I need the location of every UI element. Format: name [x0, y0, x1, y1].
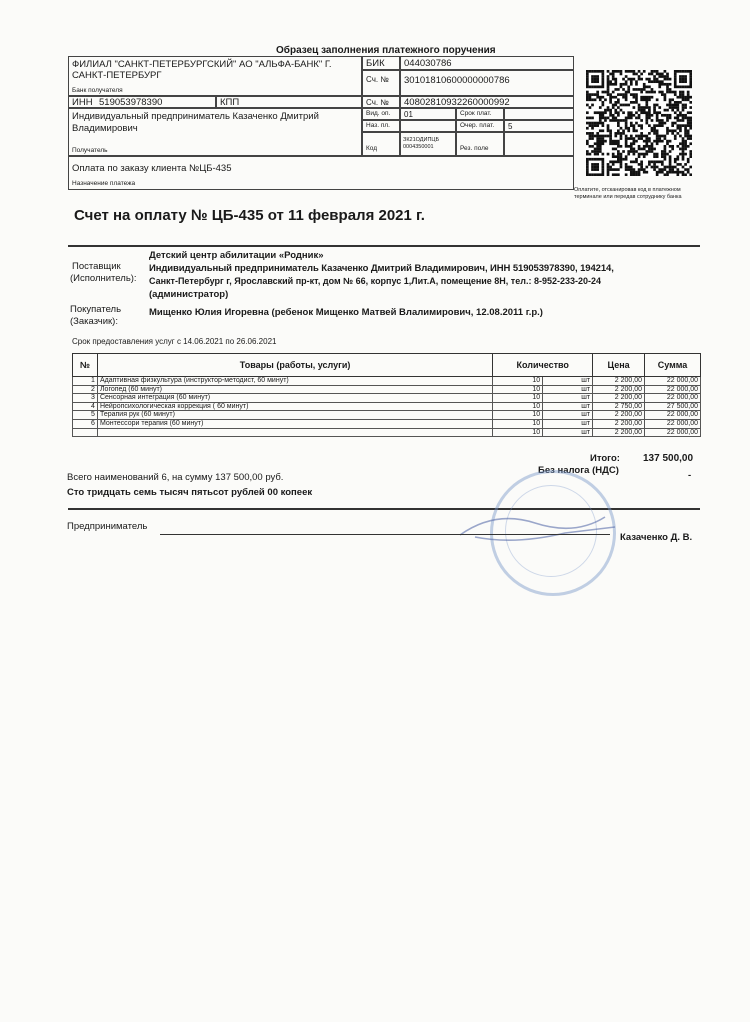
table-row [73, 411, 701, 420]
table-header-row [73, 354, 701, 377]
ocher-label: Очер. плат. [460, 122, 495, 129]
row-name [97, 428, 492, 437]
row-number: 3 [73, 394, 98, 403]
buyer-label-2: (Заказчик): [70, 316, 118, 327]
signer-name: Казаченко Д. В. [620, 532, 693, 543]
row-sum: 22 000,00 [645, 385, 701, 394]
col-number: № [73, 354, 98, 377]
table-row [73, 428, 701, 437]
row-number: 2 [73, 385, 98, 394]
signer-label: Предприниматель [67, 521, 148, 532]
row-sum: 22 000,00 [645, 428, 701, 437]
table-row [73, 385, 701, 394]
nds-value: - [688, 470, 692, 481]
row-name: Сенсорная интеграция (60 минут) [97, 394, 492, 403]
signature-icon [455, 505, 625, 550]
col-price: Цена [593, 354, 645, 377]
table-row [73, 394, 701, 403]
kpp-label: КПП [220, 97, 240, 108]
vid-value: 01 [404, 110, 413, 119]
buyer-text: Мищенко Юлия Игоревна (ребенок Мищенко Матвей Влалимирович, 12.08.2011 г.р.) [149, 307, 543, 318]
itogo-label: Итого: [590, 453, 620, 464]
nds-label: Без налога (НДС) [538, 465, 619, 476]
rez-label: Рез. поле [460, 145, 489, 152]
row-name: Терапия рук (60 минут) [97, 411, 492, 420]
purpose-label: Назначение платежа [72, 180, 136, 187]
row-sum: 22 000,00 [645, 419, 701, 428]
row-unit: шт [543, 411, 593, 420]
row-price: 2 200,00 [593, 385, 645, 394]
row-price: 2 200,00 [593, 411, 645, 420]
row-price: 2 200,00 [593, 428, 645, 437]
srok-label: Срок плат. [460, 110, 492, 117]
row-sum: 22 000,00 [645, 394, 701, 403]
row-quantity: 10 [493, 377, 543, 386]
row-name: Нейропсихологическая коррекция ( 60 минут) [97, 402, 492, 411]
goods-table [72, 353, 701, 437]
row-number: 6 [73, 419, 98, 428]
kod-label: Код [366, 145, 378, 152]
row-unit: шт [543, 394, 593, 403]
row-quantity: 10 [493, 402, 543, 411]
bank-name: ФИЛИАЛ "САНКТ-ПЕТЕРБУРГСКИЙ" АО "АЛЬФА-БАНК" Г. САНКТ-ПЕТЕРБУРГ [72, 59, 332, 81]
title-divider [68, 245, 700, 247]
row-number: 4 [73, 402, 98, 411]
row-unit: шт [543, 385, 593, 394]
row-sum: 22 000,00 [645, 377, 701, 386]
row-sum: 22 000,00 [645, 411, 701, 420]
bik-value: 044030786 [404, 58, 452, 69]
bank-name-cell [68, 56, 362, 96]
signature-line [160, 534, 610, 535]
qr-caption: Оплатите, отсканировав код в платежном терминале или передав сотруднику банка [574, 187, 682, 200]
col-sum: Сумма [645, 354, 701, 377]
qr-code-icon [586, 70, 692, 176]
row-name: Логопед (60 минут) [97, 385, 492, 394]
row-quantity: 10 [493, 385, 543, 394]
supplier-line-1: Детский центр абилитации «Родник» [149, 250, 324, 261]
row-name: Монтессори терапия (60 минут) [97, 419, 492, 428]
row-number [73, 428, 98, 437]
inn-value: 519053978390 [99, 97, 163, 108]
table-row [73, 402, 701, 411]
service-period: Срок предоставления услуг с 14.06.2021 по 26.06.2021 [72, 337, 277, 346]
ocher-value: 5 [508, 122, 513, 131]
corr-label: Сч. № [366, 75, 389, 84]
buyer-label: Покупатель [70, 304, 122, 315]
row-name: Адаптивная физкультура (инструктор-методист, 60 минут) [97, 377, 492, 386]
purpose-text: Оплата по заказу клиента №ЦБ-435 [72, 163, 232, 174]
purpose-cell [68, 156, 574, 190]
row-quantity: 10 [493, 394, 543, 403]
invoice-title: Счет на оплату № ЦБ-435 от 11 февраля 2021 г. [74, 207, 425, 224]
row-unit: шт [543, 419, 593, 428]
kod-value: ЗК21ОДИПЦБ 0004350001 [403, 137, 440, 150]
recipient-name: Индивидуальный предприниматель Казаченко Дмитрий Владимирович [72, 111, 319, 134]
row-price: 2 200,00 [593, 394, 645, 403]
row-sum: 27 500,00 [645, 402, 701, 411]
supplier-label: Поставщик [72, 261, 121, 272]
table-row [73, 377, 701, 386]
naz-label: Наз. пл. [366, 122, 390, 129]
sample-title: Образец заполнения платежного поручения [276, 45, 496, 56]
row-quantity: 10 [493, 428, 543, 437]
bik-label: БИК [366, 58, 385, 69]
inn-label: ИНН [72, 97, 93, 108]
row-number: 5 [73, 411, 98, 420]
bank-label: Банк получателя [72, 87, 123, 94]
corr-account: 30101810600000000786 [404, 75, 510, 86]
summary-line: Всего наименований 6, на сумму 137 500,00 руб. [67, 472, 284, 483]
row-quantity: 10 [493, 411, 543, 420]
row-quantity: 10 [493, 419, 543, 428]
row-unit: шт [543, 402, 593, 411]
table-row [73, 419, 701, 428]
itogo-value: 137 500,00 [643, 453, 694, 464]
recipient-label: Получатель [72, 147, 108, 154]
row-price: 2 200,00 [593, 377, 645, 386]
row-unit: шт [543, 377, 593, 386]
row-unit: шт [543, 428, 593, 437]
row-price: 2 750,00 [593, 402, 645, 411]
col-goods: Товары (работы, услуги) [97, 354, 492, 377]
row-price: 2 200,00 [593, 419, 645, 428]
acc-label: Сч. № [366, 98, 389, 107]
vid-label: Вид. оп. [366, 110, 391, 117]
recipient-cell [68, 108, 362, 156]
col-quantity: Количество [493, 354, 593, 377]
account-value: 40802810932260000992 [404, 97, 510, 108]
supplier-line-4: (администратор) [149, 289, 229, 300]
supplier-line-2: Индивидуальный предприниматель Казаченко Дмитрий Владимирович, ИНН 519053978390, 194214, [149, 263, 614, 274]
summary-words: Сто тридцать семь тысяч пятьсот рублей 00 копеек [67, 487, 313, 498]
supplier-line-3: Санкт-Петербург г, Ярославский пр-кт, дом № 66, корпус 1,Лит.А, помещение 8Н, тел.: 8-952-233-20-24 [149, 276, 601, 286]
supplier-label-2: (Исполнитель): [70, 273, 137, 284]
row-number: 1 [73, 377, 98, 386]
